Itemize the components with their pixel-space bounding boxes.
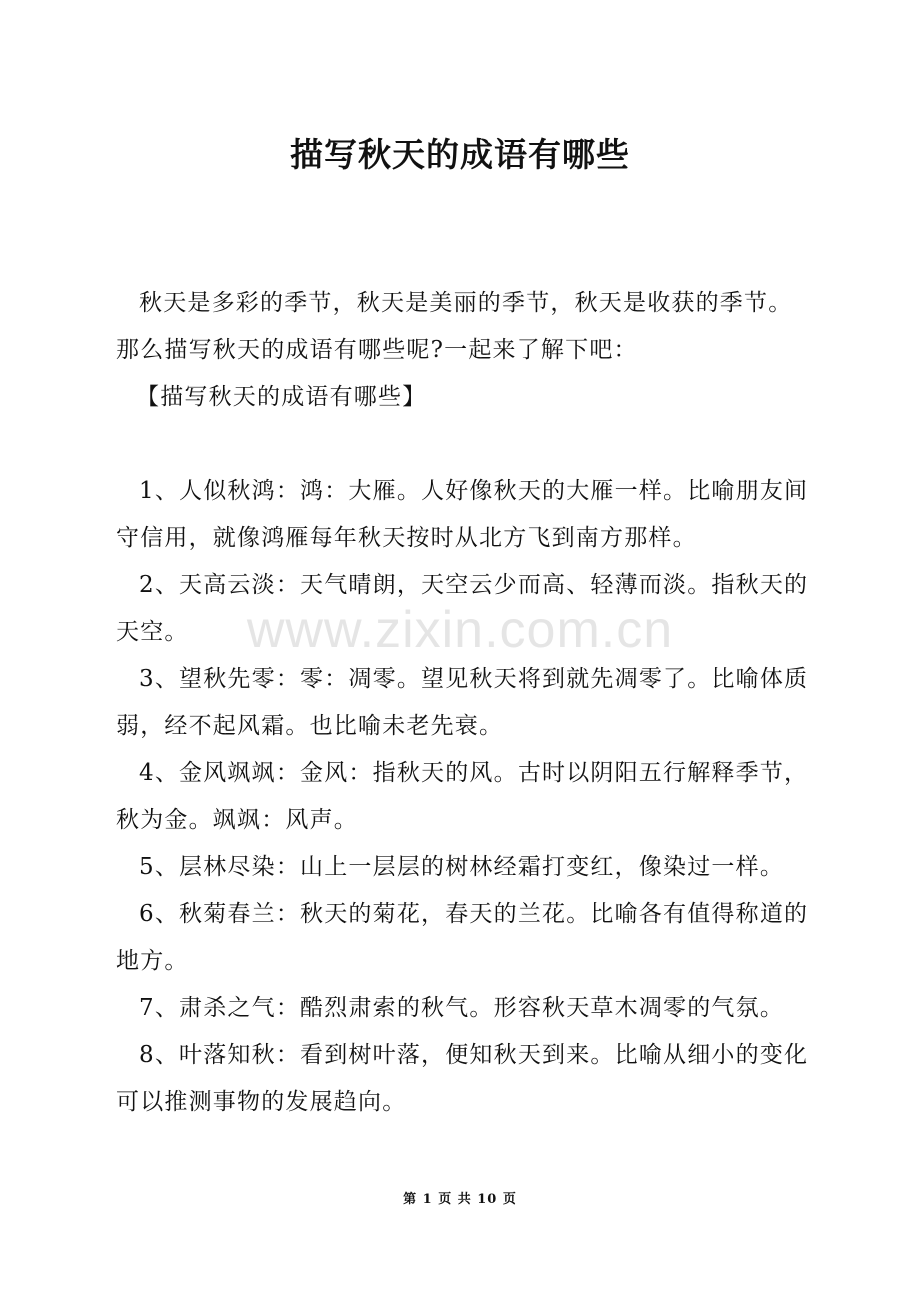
list-item: 2、天高云淡：天气晴朗，天空云少而高、轻薄而淡。指秋天的天空。 — [116, 572, 809, 645]
page-title: 描写秋天的成语有哪些 — [290, 135, 630, 174]
list-item: 3、望秋先零：零：凋零。望见秋天将到就先凋零了。比喻体质弱，经不起风霜。也比喻未老先衰。 — [116, 666, 809, 739]
page-footer: 第 1 页 共 10 页 — [403, 1192, 517, 1207]
spacer — [116, 421, 812, 468]
list-item: 5、层林尽染：山上一层层的树林经霜打变红，像染过一样。 — [139, 854, 785, 880]
list-item: 8、叶落知秋：看到树叶落，便知秋天到来。比喻从细小的变化可以推测事物的发展趋向。 — [116, 1042, 809, 1115]
list-item: 6、秋菊春兰：秋天的菊花，春天的兰花。比喻各有值得称道的地方。 — [116, 901, 809, 974]
list-item: 1、人似秋鸿：鸿：大雁。人好像秋天的大雁一样。比喻朋友间守信用，就像鸿雁每年秋天按时从北方飞到南方那样。 — [116, 478, 809, 551]
intro-paragraph: 秋天是多彩的季节，秋天是美丽的季节，秋天是收获的季节。那么描写秋天的成语有哪些呢?一起来了解下吧： — [116, 290, 793, 363]
watermark: www.zixin.com.cn — [246, 601, 674, 659]
list-item: 7、肃杀之气：酷烈肃索的秋气。形容秋天草木凋零的气氛。 — [139, 995, 785, 1021]
section-heading: 【描写秋天的成语有哪些】 — [136, 384, 427, 410]
list-item: 4、金风飒飒：金风：指秋天的风。古时以阴阳五行解释季节，秋为金。飒飒：风声。 — [116, 760, 809, 833]
document-body — [116, 280, 812, 1126]
